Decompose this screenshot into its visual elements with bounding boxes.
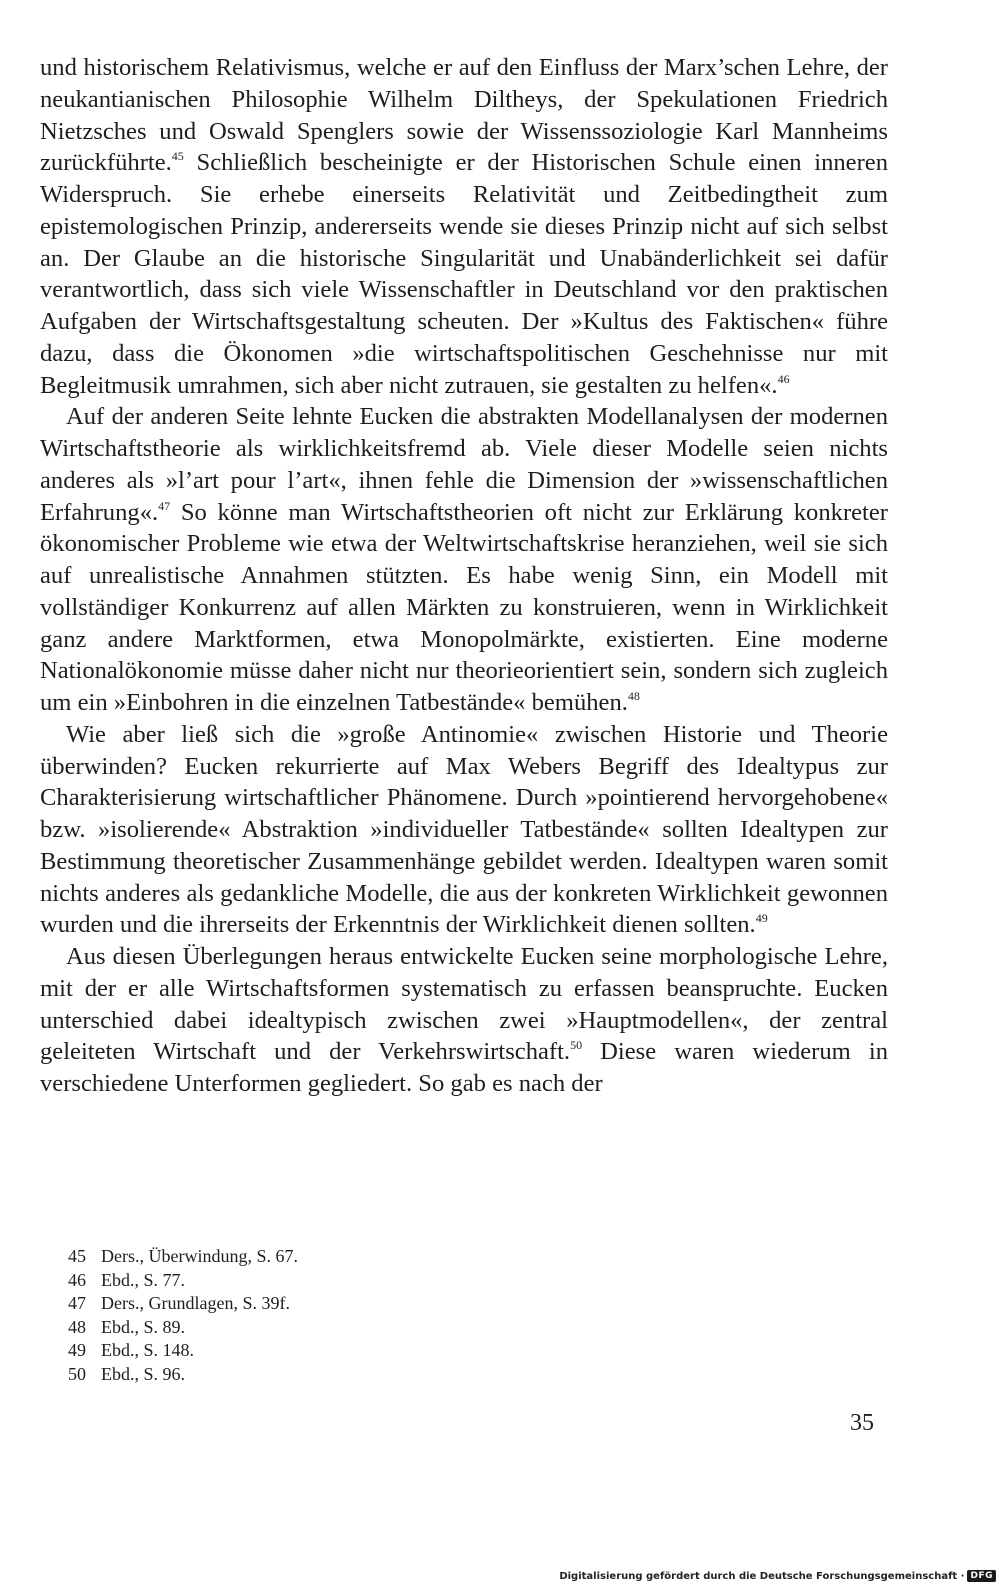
paragraph xyxy=(40,401,888,719)
digitization-notice-text: Digitalisierung gefördert durch die Deutsche Forschungsgemeinschaft · xyxy=(559,1570,965,1582)
paragraph xyxy=(40,941,888,1100)
paragraph-text: So könne man Wirtschaftstheorien oft nicht zur Erklärung konkreter ökonomischer Probleme wie etwa der Weltwirtschaftskrise heranziehen, weil sie sich auf unrealistische Annahmen stützten. Es habe wenig Sinn, ein Modell mit vollständiger Konkurrenz auf allen Märkten zu konstruieren, wenn in Wirklichkeit ganz andere Marktformen, etwa Monopolmärkte, existierten. Eine moderne Nationalökonomie müsse daher nicht nur theorieorientiert sein, sondern sich zugleich um ein »Einbohren in die einzelnen Tatbestände« bemühen. xyxy=(40,498,888,716)
footnote-text: Ebd., S. 89. xyxy=(101,1316,186,1337)
footnote-number: 50 xyxy=(68,1363,86,1384)
footnote-ref[interactable]: 49 xyxy=(755,911,768,926)
footnote-text: Ders., Grundlagen, S. 39f. xyxy=(101,1293,290,1314)
footnote-number: 47 xyxy=(68,1293,86,1314)
footnote-ref[interactable]: 48 xyxy=(627,689,640,703)
footnote-ref[interactable]: 45 xyxy=(171,149,184,164)
footnote-number: 46 xyxy=(68,1269,86,1290)
footnote xyxy=(68,1292,668,1316)
footnote-text: Ders., Überwindung, S. 67. xyxy=(101,1246,298,1266)
footnote-number: 48 xyxy=(68,1316,86,1337)
paragraph-text: Aus diesen Überlegungen heraus entwickelte Eucken seine morphologische Lehre, mit der er alle Wirtschaftsformen systematisch zu erfassen beanspruchte. Eucken unterschied dabei idealtypisch zwischen zwei »Hauptmodellen«, der zentral geleiteten Wirtschaft und der Verkehrswirtschaft. xyxy=(40,943,888,1066)
footnote-number: 45 xyxy=(68,1246,86,1266)
footnote-ref[interactable]: 46 xyxy=(777,371,790,386)
digitization-notice xyxy=(559,1570,996,1582)
footnote-ref[interactable]: 47 xyxy=(158,498,171,513)
paragraph-text: Schließlich bescheinigte er der Historischen Schule einen inneren Widerspruch. Sie erhebe einerseits Relativität und Zeitbedingtheit zum epistemologischen Prinzip, andererseits wende sie dieses Prinzip nicht auf sich selbst an. Der Glaube an die historische Singularität und Unabänderlichkeit sei dafür verantwortlich, dass sich viele Wissenschaftler in Deutschland vor den praktischen Aufgaben der Wirtschaftsgestaltung scheuten. Der »Kultus des Faktischen« führe dazu, dass die Ökonomen »die wirtschaftspolitischen Geschehnisse nur mit Begleitmusik umrahmen, sich aber nicht zutrauen, sie gestalten zu helfen«. xyxy=(40,149,888,399)
paragraph xyxy=(40,52,888,401)
footnote-text: Ebd., S. 148. xyxy=(101,1340,195,1361)
paragraph-text: Auf der anderen Seite lehnte Eucken die abstrakten Modellanalysen der modernen Wirtschaftstheorie als wirklichkeitsfremd ab. Viele dieser Modelle seien nichts anderes als »l’art pour l’art«, ihnen fehle die Dimension der »wissenschaftlichen Erfahrung«. xyxy=(40,403,888,526)
body-text xyxy=(40,52,888,1100)
footnote-number: 49 xyxy=(68,1340,86,1361)
footnote xyxy=(68,1363,668,1387)
footnote xyxy=(68,1269,668,1293)
footnote xyxy=(68,1245,668,1269)
footnote xyxy=(68,1339,668,1363)
footnote-ref[interactable]: 50 xyxy=(570,1038,583,1053)
paragraph-text: Wie aber ließ sich die »große Antinomie« zwischen Historie und Theorie überwinden? Eucken rekurrierte auf Max Webers Begriff des Idealtypus zur Charakterisierung wirtschaftlicher Phänomene. Durch »pointierend hervorgehobene« bzw. »isolierende« Abstraktion »individueller Tatbestände« sollten Idealtypen zur Bestimmung theoretischer Zusammenhänge gebildet werden. Idealtypen waren somit nichts anderes als gedankliche Modelle, die aus der konkreten Wirklichkeit gewonnen wurden und die ihrerseits der Erkenntnis der Wirklichkeit dienen sollten. xyxy=(40,720,888,939)
footnote xyxy=(68,1316,668,1340)
paragraph-text: Diese waren wiederum in verschiedene Unterformen gegliedert. So gab es nach der xyxy=(40,1038,888,1097)
footnote-text: Ebd., S. 96. xyxy=(101,1363,186,1384)
footnotes xyxy=(68,1245,668,1387)
paragraph-text: und historischem Relativismus, welche er auf den Einfluss der Marx’schen Lehre, der neukantianischen Philosophie Wilhelm Diltheys, der Spekulationen Friedrich Nietzsches und Oswald Spenglers sowie der Wissenssoziologie Karl Mannheims zurückführte. xyxy=(40,54,888,177)
footnote-text: Ebd., S. 77. xyxy=(101,1269,186,1290)
paragraph xyxy=(40,719,888,941)
dfg-logo: DFG xyxy=(967,1570,996,1582)
page-number: 35 xyxy=(850,1410,874,1436)
